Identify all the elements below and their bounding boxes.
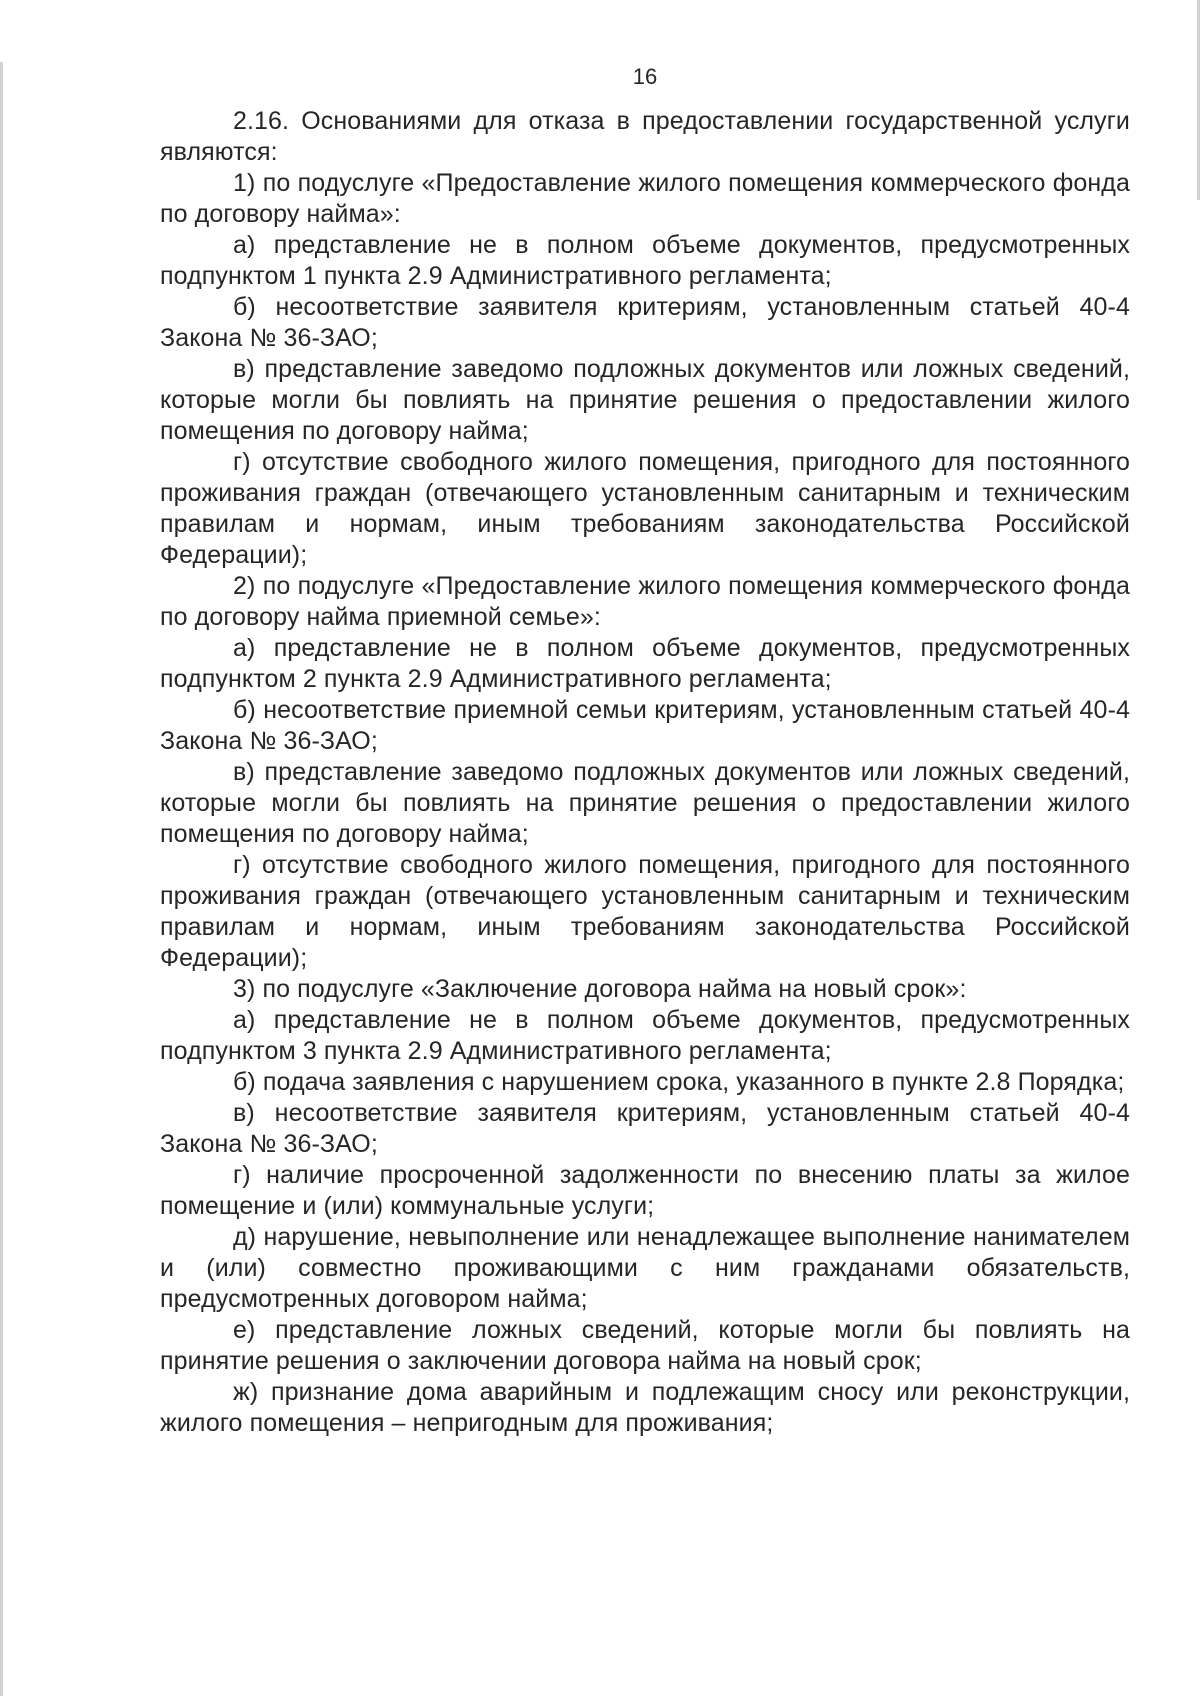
paragraph-subservice-2: 2) по подуслуге «Предоставление жилого помещения коммерческого фонда по договору найма приемной семье»:	[160, 572, 1130, 631]
page-edge-left	[0, 62, 3, 1696]
paragraph-3v: в) несоответствие заявителя критериям, установленным статьей 40-4 Закона № 36-ЗАО;	[160, 1099, 1130, 1158]
paragraph-2b: б) несоответствие приемной семьи критериям, установленным статьей 40-4 Закона № 36-ЗАО;	[160, 696, 1130, 755]
document-body	[160, 106, 1130, 1439]
paragraph-3g: г) наличие просроченной задолженности по внесению платы за жилое помещение и (или) коммунальные услуги;	[160, 1161, 1130, 1220]
paragraph-3a: а) представление не в полном объеме документов, предусмотренных подпунктом 3 пункта 2.9 Административного регламента;	[160, 1006, 1130, 1065]
paragraph-1g: г) отсутствие свободного жилого помещения, пригодного для постоянного проживания граждан (отвечающего установленным санитарным и техническим правилам и нормам, иным требованиям законодательства Российской Федерации);	[160, 448, 1130, 569]
paragraph-3e: е) представление ложных сведений, которые могли бы повлиять на принятие решения о заключении договора найма на новый срок;	[160, 1316, 1130, 1375]
page-number: 16	[632, 64, 658, 89]
paragraph-1a: а) представление не в полном объеме документов, предусмотренных подпунктом 1 пункта 2.9 Административного регламента;	[160, 231, 1130, 290]
paragraph-3zh: ж) признание дома аварийным и подлежащим сносу или реконструкции, жилого помещения – непригодным для проживания;	[160, 1378, 1130, 1437]
paragraph-1v: в) представление заведомо подложных документов или ложных сведений, которые могли бы повлиять на принятие решения о предоставлении жилого помещения по договору найма;	[160, 355, 1130, 445]
paragraph-1b: б) несоответствие заявителя критериям, установленным статьей 40-4 Закона № 36-ЗАО;	[160, 293, 1130, 352]
paragraph-2v: в) представление заведомо подложных документов или ложных сведений, которые могли бы повлиять на принятие решения о предоставлении жилого помещения по договору найма;	[160, 758, 1130, 848]
paragraph-2a: а) представление не в полном объеме документов, предусмотренных подпунктом 2 пункта 2.9 Административного регламента;	[160, 634, 1130, 693]
paragraph-3b: б) подача заявления с нарушением срока, указанного в пункте 2.8 Порядка;	[233, 1068, 1125, 1096]
paragraph-3d: д) нарушение, невыполнение или ненадлежащее выполнение нанимателем и (или) совместно проживающими с ним гражданами обязательств, предусмотренных договором найма;	[160, 1223, 1130, 1313]
paragraph-subservice-3: 3) по подуслуге «Заключение договора найма на новый срок»:	[233, 975, 967, 1003]
paragraph-subservice-1: 1) по подуслуге «Предоставление жилого помещения коммерческого фонда по договору найма»:	[160, 169, 1130, 228]
paragraph-2-16: 2.16. Основаниями для отказа в предоставлении государственной услуги являются:	[160, 107, 1130, 166]
paragraph-2g: г) отсутствие свободного жилого помещения, пригодного для постоянного проживания граждан (отвечающего установленным санитарным и техническим правилам и нормам, иным требованиям законодательства Российской Федерации);	[160, 851, 1130, 972]
